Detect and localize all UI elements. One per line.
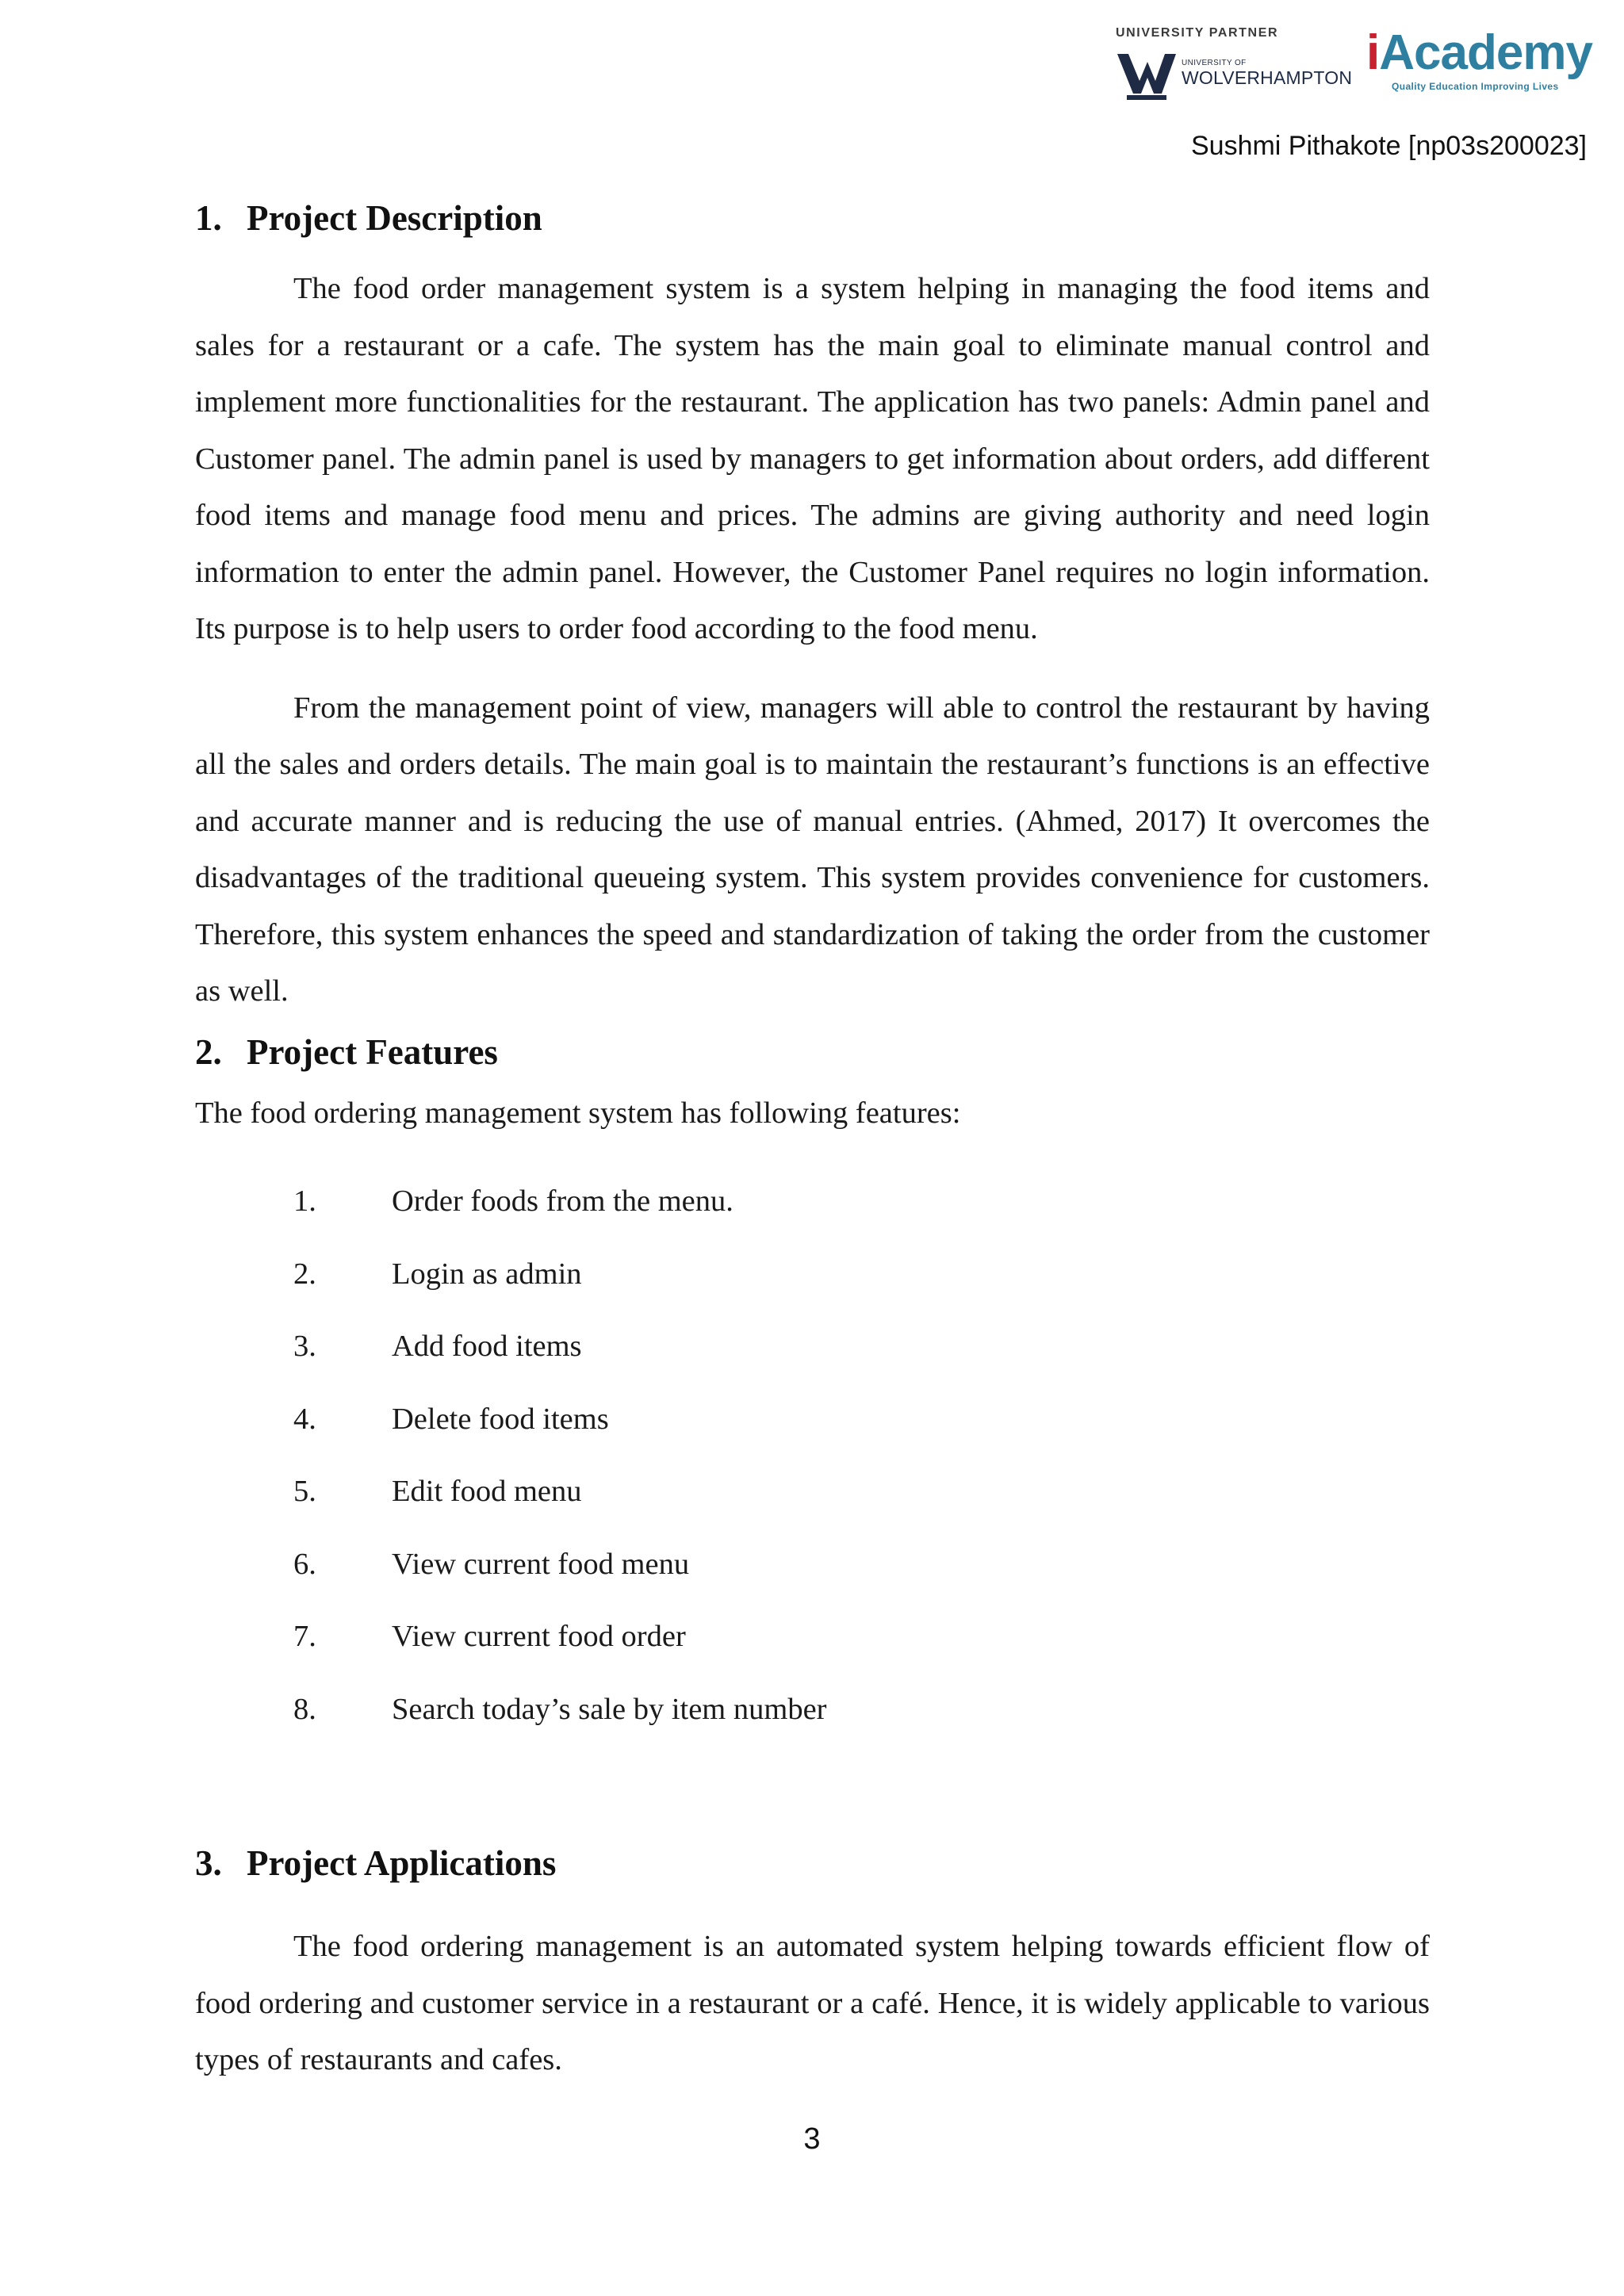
list-item-text: View current food order	[392, 1620, 686, 1653]
iacademy-logo	[1366, 25, 1612, 97]
list-item	[195, 1529, 1430, 1601]
list-item	[195, 1601, 1430, 1674]
section-title: Project Description	[247, 198, 542, 238]
list-item-number: 8.	[293, 1692, 316, 1726]
section-title: Project Applications	[247, 1843, 557, 1883]
list-item-number: 4.	[293, 1402, 316, 1436]
iacademy-wordmark-i: i	[1366, 25, 1380, 80]
iacademy-wordmark-rest: Academy	[1379, 25, 1592, 80]
list-item-number: 6.	[293, 1547, 316, 1581]
list-item-number: 1.	[293, 1184, 316, 1218]
features-list	[195, 1165, 1430, 1746]
list-item	[195, 1383, 1430, 1456]
description-paragraph-1: The food order management system is a system helping in managing the food items and sales for a restaurant or a cafe. The system has the main goal to eliminate manual control and implement more functionalities for the restaurant. The application has two panels: Admin panel and Customer panel. The admin panel is used by managers to get information about orders, add different food items and manage food menu and prices. The admins are giving authority and need login information to enter the admin panel. However, the Customer Panel requires no login information. Its purpose is to help users to order food according to the food menu.	[195, 272, 1430, 645]
features-intro: The food ordering management system has following features:	[195, 1096, 961, 1130]
list-item-text: Order foods from the menu.	[392, 1184, 733, 1218]
wolverhampton-logo	[1116, 49, 1353, 101]
wlv-small-text: UNIVERSITY OF	[1182, 59, 1247, 67]
section-number: 1.	[195, 198, 222, 238]
author-name: Sushmi Pithakote [np03s200023]	[1190, 131, 1587, 161]
list-item-text: Add food items	[392, 1330, 582, 1363]
iacademy-tagline: Quality Education Improving Lives	[1392, 81, 1559, 92]
page-number: 3	[803, 2122, 821, 2156]
list-item	[195, 1165, 1430, 1238]
list-item	[195, 1674, 1430, 1747]
list-item-text: View current food menu	[392, 1547, 690, 1581]
iacademy-wordmark	[1366, 25, 1592, 80]
wolverhampton-logo-icon	[1116, 49, 1178, 101]
list-item-text: Delete food items	[392, 1402, 609, 1436]
list-item-number: 7.	[293, 1620, 316, 1653]
section-title: Project Features	[247, 1031, 498, 1072]
list-item-number: 5.	[293, 1475, 316, 1508]
list-item	[195, 1311, 1430, 1383]
list-item	[195, 1456, 1430, 1529]
list-item-text: Login as admin	[392, 1257, 582, 1291]
section-number: 3.	[195, 1843, 222, 1883]
section-heading-applications	[195, 1839, 1430, 1887]
list-item-text: Edit food menu	[392, 1475, 582, 1508]
section-heading-features	[195, 1028, 1430, 1076]
description-paragraph-2: From the management point of view, managers will able to control the restaurant by having all the sales and orders details. The main goal is to maintain the restaurant’s functions is an effective and accurate manner and is reducing the use of manual entries. (Ahmed, 2017) It overcomes the disadvantages of the traditional queueing system. This system provides convenience for customers. Therefore, this system enhances the speed and standardization of taking the order from the customer as well.	[195, 691, 1430, 1008]
list-item-number: 3.	[293, 1330, 316, 1363]
list-item-text: Search today’s sale by item number	[392, 1692, 827, 1726]
applications-paragraph-1: The food ordering management is an automated system helping towards efficient flow of food ordering and customer service in a restaurant or a café. Hence, it is widely applicable to various types of restaurants and cafes.	[195, 1930, 1430, 2076]
document-body	[195, 194, 1430, 2089]
list-item-number: 2.	[293, 1257, 316, 1291]
university-partner-label: UNIVERSITY PARTNER	[1116, 26, 1279, 40]
wlv-big-text: WOLVERHAMPTON	[1182, 67, 1353, 88]
section-heading-description	[195, 194, 1430, 242]
list-item	[195, 1238, 1430, 1311]
section-number: 2.	[195, 1031, 222, 1072]
